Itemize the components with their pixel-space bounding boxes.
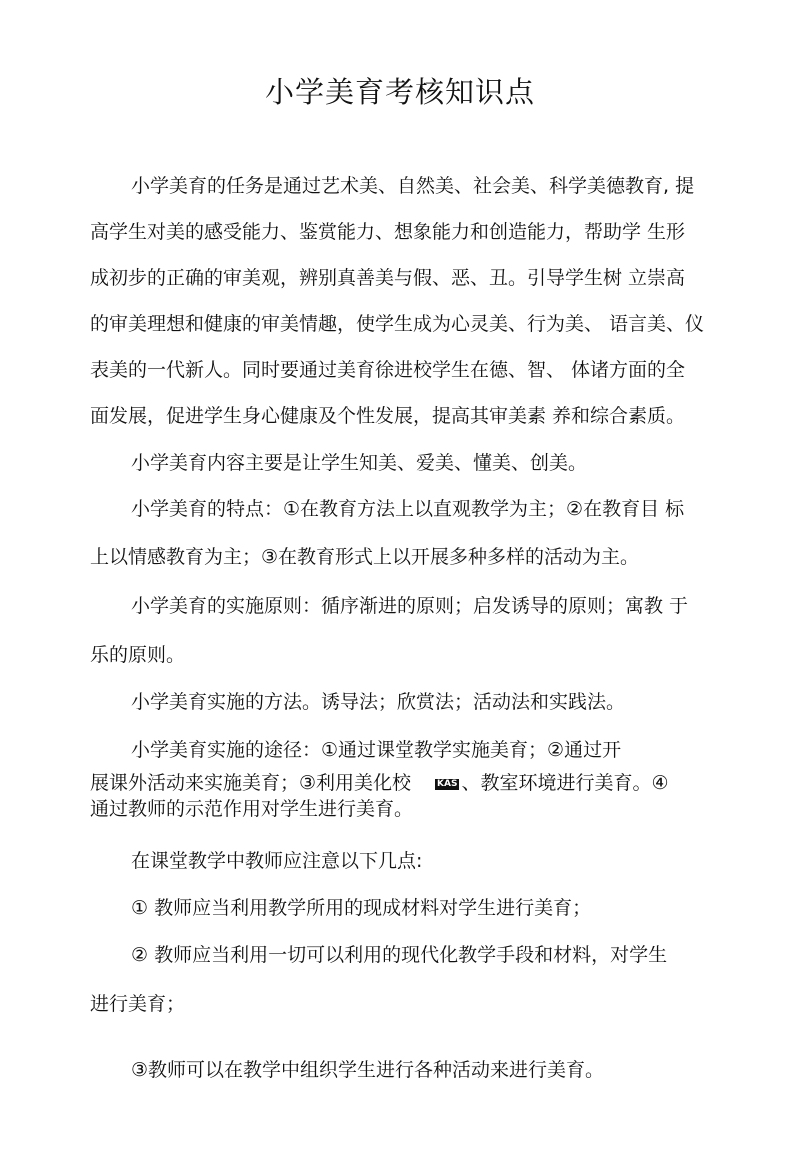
text-line: 小学美育实施的途径：①通过课堂教学实施美育；②通过开 xyxy=(131,739,622,761)
text-line: 的审美理想和健康的审美情趣，使学生成为心灵美、行为美、 语言美、仪 xyxy=(90,313,705,335)
text-line: ③教师可以在教学中组织学生进行各种活动来进行美育。 xyxy=(131,1059,605,1081)
text-line: ② 教师应当利用一切可以利用的现代化教学手段和材料，对学生 xyxy=(131,944,668,966)
text-line: 乐的原则。 xyxy=(90,644,186,666)
text-line: 小学美育的实施原则：循序渐进的原则；启发诱导的原则；寓教 于 xyxy=(131,595,689,617)
text-line xyxy=(90,770,669,796)
text-line: 成初步的正确的审美观，辨别真善美与假、恶、丑。引导学生树 立崇高 xyxy=(90,267,686,289)
text-line: 小学美育的特点：①在教育方法上以直观教学为主；②在教育目 标 xyxy=(131,498,685,520)
text-line: 高学生对美的感受能力、鉴赏能力、想象能力和创造能力，帮助学 生形 xyxy=(90,221,686,243)
text-line: 面发展，促进学生身心健康及个性发展，提高其审美素 养和综合素质。 xyxy=(90,405,686,427)
text-line: ① 教师应当利用教学所用的现成材料对学生进行美育； xyxy=(131,897,592,919)
text-line: 小学美育内容主要是让学生知美、爱美、懂美、创美。 xyxy=(131,452,588,474)
text-line: 在课堂教学中教师应注意以下几点: xyxy=(131,850,423,872)
text-line: 表美的一代新人。同时要通过美育徐进校学生在德、智、 体诸方面的全 xyxy=(90,359,686,381)
text-line: 进行美育； xyxy=(90,993,186,1015)
document-title: 小学美育考核知识点 xyxy=(264,75,535,109)
text-line: 小学美育实施的方法。诱导法；欣赏法；活动法和实践法。 xyxy=(131,691,626,713)
text-segment: 、教室环境进行美育。④ xyxy=(461,772,669,794)
text-line: 小学美育的任务是通过艺术美、自然美、社会美、科学美德教育, 提 xyxy=(131,175,695,197)
text-line: 上以情感教育为主；③在教育形式上以开展多种多样的活动为主。 xyxy=(90,546,640,568)
text-line: 通过教师的示范作用对学生进行美育。 xyxy=(90,798,414,820)
text-segment: 展课外活动来实施美育；③利用美化校 xyxy=(90,772,412,794)
kas-badge: KAS xyxy=(437,779,458,789)
